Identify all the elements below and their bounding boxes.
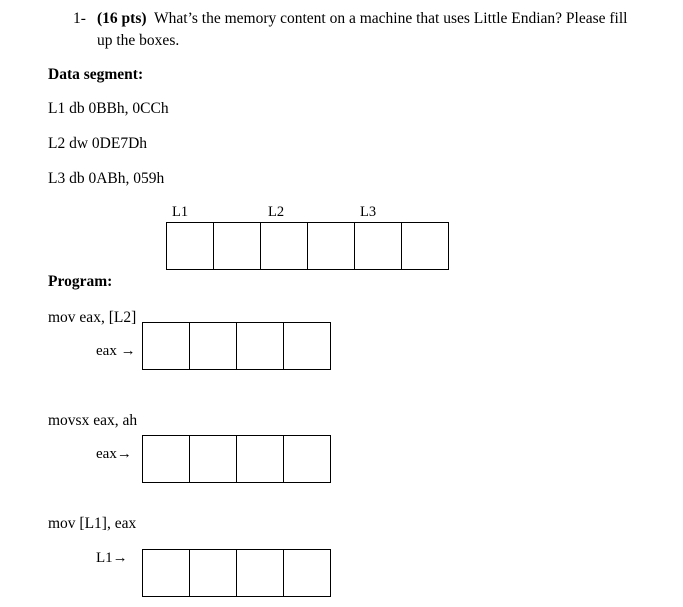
result-cell[interactable] xyxy=(283,435,331,483)
memory-cell[interactable] xyxy=(166,222,214,270)
memory-box-row xyxy=(166,222,449,270)
memory-cell[interactable] xyxy=(260,222,308,270)
result-box-row-3 xyxy=(142,549,331,597)
program-heading: Program: xyxy=(48,273,113,290)
result-cell[interactable] xyxy=(283,549,331,597)
result-cell[interactable] xyxy=(189,435,237,483)
result-cell[interactable] xyxy=(189,322,237,370)
data-segment-heading: Data segment: xyxy=(48,66,144,83)
result-label-eax-2: eax→ xyxy=(96,446,132,462)
question-points: (16 pts) xyxy=(97,10,147,27)
result-cell[interactable] xyxy=(142,322,190,370)
result-label-l1: L1→ xyxy=(96,550,128,566)
result-cell[interactable] xyxy=(142,435,190,483)
memory-cell[interactable] xyxy=(401,222,449,270)
question-text-line2: up the boxes. xyxy=(97,32,180,49)
instruction-mov-l1-eax: mov [L1], eax xyxy=(48,515,137,532)
question-number: 1- xyxy=(73,10,86,27)
memory-cell[interactable] xyxy=(307,222,355,270)
result-cell[interactable] xyxy=(189,549,237,597)
result-cell[interactable] xyxy=(283,322,331,370)
memory-label-l1: L1 xyxy=(172,204,189,220)
memory-label-l2: L2 xyxy=(268,204,285,220)
question-text-line1: What’s the memory content on a machine that uses Little Endian? Please fill xyxy=(154,10,628,27)
instruction-mov-eax-l2: mov eax, [L2] xyxy=(48,309,137,326)
result-box-row-2 xyxy=(142,435,331,483)
result-cell[interactable] xyxy=(236,549,284,597)
result-label-eax-1: eax → xyxy=(96,343,136,359)
data-line-l2: L2 dw 0DE7Dh xyxy=(48,135,148,152)
data-line-l1: L1 db 0BBh, 0CCh xyxy=(48,100,169,117)
result-box-row-1 xyxy=(142,322,331,370)
memory-cell[interactable] xyxy=(354,222,402,270)
data-line-l3: L3 db 0ABh, 059h xyxy=(48,170,165,187)
result-cell[interactable] xyxy=(236,322,284,370)
result-cell[interactable] xyxy=(236,435,284,483)
result-cell[interactable] xyxy=(142,549,190,597)
memory-label-l3: L3 xyxy=(360,204,377,220)
instruction-movsx-eax-ah: movsx eax, ah xyxy=(48,412,138,429)
memory-cell[interactable] xyxy=(213,222,261,270)
